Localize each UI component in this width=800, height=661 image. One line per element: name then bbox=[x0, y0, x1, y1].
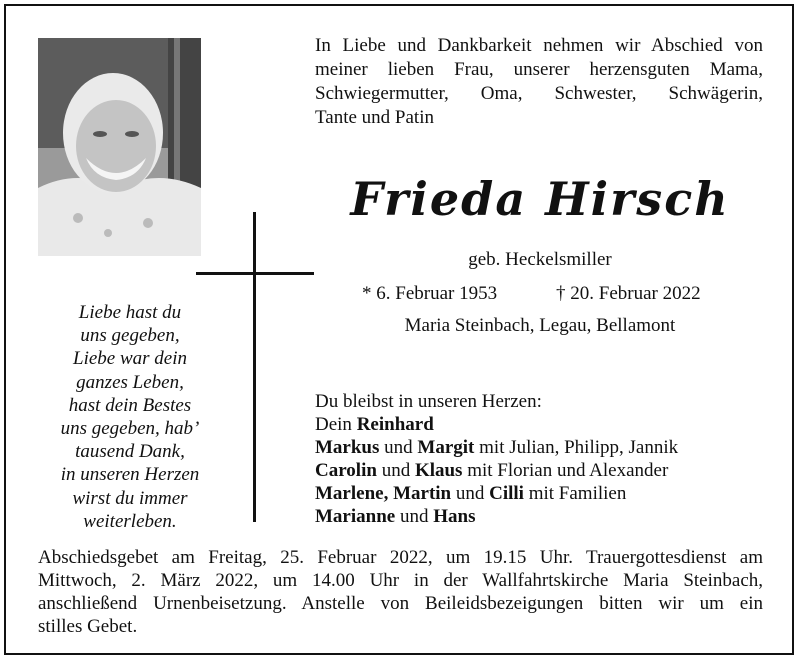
poem-line: wirst du immer bbox=[72, 487, 188, 509]
mourner-line bbox=[315, 482, 775, 505]
mourner-name: Cilli bbox=[489, 483, 524, 504]
mourner-text: Dein bbox=[315, 414, 357, 435]
mourner-line bbox=[315, 459, 775, 482]
mourner-text: mit Florian und Alexander bbox=[462, 460, 669, 481]
mourner-line bbox=[315, 413, 775, 436]
poem-line: uns gegeben, hab’ bbox=[60, 418, 200, 440]
mourner-text: und bbox=[451, 483, 490, 504]
mourners-heading: Du bleibst in unseren Herzen: bbox=[315, 391, 542, 412]
mourner-line bbox=[315, 505, 775, 528]
deceased-name: Frieda Hirsch bbox=[350, 172, 730, 226]
mourner-name: Margit bbox=[417, 437, 475, 458]
intro-line: meiner lieben Frau, unserer herzensguten Mama, bbox=[315, 59, 763, 80]
footer-line: Mittwoch, 2. März 2022, um 14.00 Uhr in der Wallfahrtskirche Maria Steinbach, bbox=[38, 570, 763, 591]
poem bbox=[30, 301, 230, 533]
footer-line: anschließend Urnenbeisetzung. Anstelle von Beileidsbezeigungen bitten wir um ein bbox=[38, 593, 763, 614]
poem-line: tausend Dank, bbox=[75, 441, 185, 463]
intro-line: Tante und Patin bbox=[315, 107, 434, 128]
poem-line: uns gegeben, bbox=[80, 325, 180, 347]
mourner-name: Carolin bbox=[315, 460, 377, 481]
service-info bbox=[38, 546, 763, 638]
mourner-name: Klaus bbox=[414, 460, 463, 481]
mourner-text: und bbox=[395, 506, 434, 527]
poem-line: Liebe hast du bbox=[78, 302, 182, 323]
cross-icon bbox=[253, 212, 256, 522]
mourner-name: Marlene bbox=[315, 483, 384, 504]
mourner-name: Marianne bbox=[315, 506, 396, 527]
portrait-photo bbox=[38, 38, 201, 256]
poem-line: Liebe war dein bbox=[73, 348, 187, 370]
cross-icon-bar bbox=[196, 272, 314, 275]
mourner-text: mit Familien bbox=[523, 483, 627, 504]
mourners-list bbox=[315, 390, 775, 528]
mourner-text: und bbox=[376, 460, 415, 481]
mourner-text: , bbox=[383, 483, 394, 504]
intro-line: In Liebe und Dankbarkeit nehmen wir Abschied von bbox=[315, 35, 763, 56]
places: Maria Steinbach, Legau, Bellamont bbox=[404, 315, 676, 336]
poem-line: weiterleben. bbox=[83, 510, 177, 532]
footer-line: stilles Gebet. bbox=[38, 616, 138, 637]
maiden-name: geb. Heckelsmiller bbox=[468, 249, 612, 270]
poem-line: in unseren Herzen bbox=[60, 464, 200, 486]
mourner-name: Martin bbox=[393, 483, 452, 504]
poem-line: hast dein Bestes bbox=[68, 394, 192, 416]
mourner-name: Markus bbox=[315, 437, 380, 458]
intro-line: Schwiegermutter, Oma, Schwester, Schwägerin, bbox=[315, 83, 763, 104]
mourner-name: Hans bbox=[433, 506, 476, 527]
birth-date: * 6. Februar 1953 bbox=[362, 283, 498, 304]
death-date: † 20. Februar 2022 bbox=[556, 283, 701, 304]
intro-text bbox=[315, 34, 763, 130]
mourner-name: Reinhard bbox=[356, 414, 434, 435]
mourner-text: und bbox=[379, 437, 418, 458]
mourner-text: mit Julian, Philipp, Jannik bbox=[474, 437, 679, 458]
footer-line: Abschiedsgebet am Freitag, 25. Februar 2022, um 19.15 Uhr. Trauergottesdienst am bbox=[38, 547, 763, 568]
poem-line: ganzes Leben, bbox=[76, 371, 184, 393]
mourner-line bbox=[315, 436, 775, 459]
